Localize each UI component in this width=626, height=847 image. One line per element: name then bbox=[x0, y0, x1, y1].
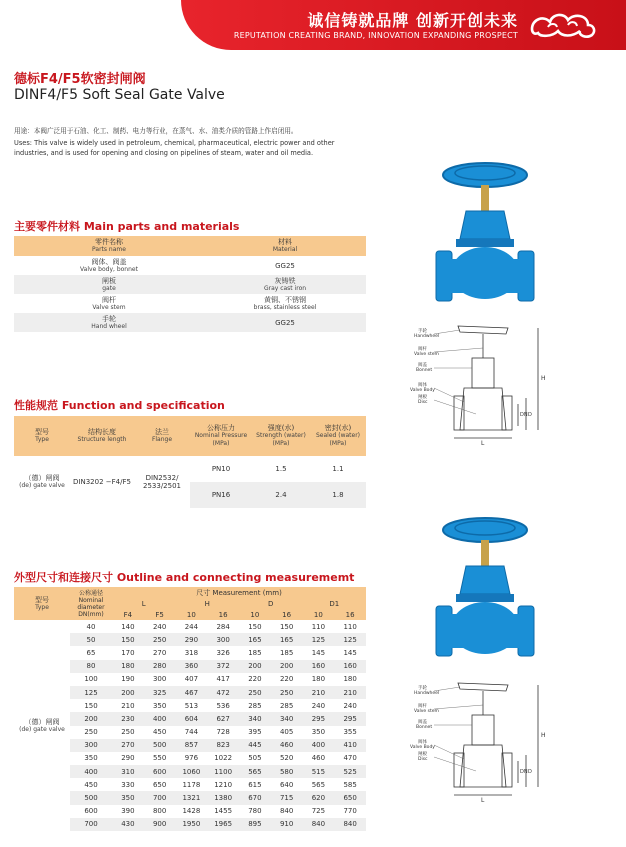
dims-value-cell: 125 bbox=[311, 635, 326, 644]
dims-value-cell: 536 bbox=[216, 701, 230, 710]
dims-value-cell: 400 bbox=[152, 714, 167, 723]
dims-value-cell: 910 bbox=[279, 820, 294, 829]
dims-value-cell: 250 bbox=[248, 688, 262, 697]
dims-group-H: H bbox=[204, 599, 210, 608]
dims-value-cell: 460 bbox=[311, 754, 326, 763]
label-body-cn: 阀体 bbox=[418, 383, 427, 388]
dims-value-cell: 165 bbox=[279, 635, 294, 644]
dims-value-cell: 390 bbox=[121, 807, 135, 816]
valve-drawing-2 bbox=[398, 675, 558, 805]
dims-value-cell: 1178 bbox=[182, 780, 201, 789]
label-bonnet-en: Bonnet bbox=[416, 725, 433, 730]
dims-value-cell: 250 bbox=[152, 635, 167, 644]
dims-value-cell: 470 bbox=[343, 754, 357, 763]
dims-value-cell: 230 bbox=[121, 714, 135, 723]
dims-dn-cell: 40 bbox=[86, 622, 96, 631]
dims-table bbox=[14, 587, 366, 831]
table-row: 阀杆 Valve stem 黄铜、不锈钢 brass, stainless steel bbox=[14, 294, 366, 313]
dims-value-cell: 1950 bbox=[182, 820, 201, 829]
dims-value-cell: 244 bbox=[184, 622, 199, 631]
dim-D-label: D bbox=[528, 412, 532, 418]
table-row: 手轮 Hand wheel GG25 bbox=[14, 313, 366, 332]
spec-col-flange: 法兰 Flange bbox=[151, 428, 173, 443]
dims-value-cell: 650 bbox=[343, 794, 357, 803]
dims-sub: F4 bbox=[123, 610, 133, 619]
dims-dn-cell: 65 bbox=[86, 648, 96, 657]
dims-value-cell: 200 bbox=[121, 688, 135, 697]
label-stem-en: Valve stem bbox=[414, 352, 439, 357]
label-bonnet-cn: 阀盖 bbox=[418, 363, 427, 368]
dims-value-cell: 180 bbox=[311, 675, 326, 684]
dims-value-cell: 270 bbox=[121, 741, 135, 750]
label-disc-cn: 闸板 bbox=[418, 395, 427, 400]
parts-heading: 主要零件材料 Main parts and materials bbox=[14, 220, 240, 233]
cloud-logo-icon bbox=[528, 9, 598, 41]
dims-sub: 10 bbox=[186, 610, 196, 619]
dims-value-cell: 472 bbox=[216, 688, 230, 697]
dims-value-cell: 400 bbox=[311, 741, 326, 750]
dims-value-cell: 627 bbox=[216, 714, 230, 723]
valve-drawing-1 bbox=[398, 318, 558, 448]
dims-value-cell: 185 bbox=[279, 648, 294, 657]
dims-value-cell: 290 bbox=[184, 635, 199, 644]
dims-value-cell: 550 bbox=[152, 754, 167, 763]
dims-value-cell: 565 bbox=[248, 767, 262, 776]
label-stem-en: Valve stem bbox=[414, 709, 439, 714]
dims-value-cell: 670 bbox=[248, 794, 262, 803]
label-handwheel-cn: 手轮 bbox=[418, 329, 427, 334]
dim-L-label: L bbox=[481, 440, 485, 447]
dims-value-cell: 295 bbox=[343, 714, 357, 723]
gate-valve-photo-icon bbox=[430, 510, 540, 670]
spec-table bbox=[14, 416, 366, 508]
table-row: 阀体、阀盖 Valve body, bonnet GG25 bbox=[14, 256, 366, 275]
dims-value-cell: 1100 bbox=[214, 767, 233, 776]
dims-dn-cell: 125 bbox=[84, 688, 98, 697]
dim-DN-label: DN bbox=[520, 769, 528, 775]
dims-value-cell: 210 bbox=[121, 701, 135, 710]
spec-heading: 性能规范 Function and specification bbox=[14, 399, 225, 412]
spec-col-type: 型号 Type bbox=[35, 428, 49, 443]
dims-value-cell: 780 bbox=[248, 807, 262, 816]
dims-value-cell: 350 bbox=[152, 701, 167, 710]
dims-value-cell: 160 bbox=[311, 662, 326, 671]
dims-value-cell: 1455 bbox=[214, 807, 233, 816]
dims-dn-cell: 350 bbox=[84, 754, 98, 763]
label-body-en: Valve Body bbox=[410, 745, 435, 750]
dims-value-cell: 145 bbox=[311, 648, 326, 657]
parts-table bbox=[14, 236, 366, 332]
page-title-cn: 德标F4/F5软密封闸阀 bbox=[14, 72, 146, 87]
dims-value-cell: 615 bbox=[248, 780, 262, 789]
dims-value-cell: 650 bbox=[152, 780, 167, 789]
dims-value-cell: 900 bbox=[152, 820, 167, 829]
dims-value-cell: 285 bbox=[279, 701, 294, 710]
dims-sub: 16 bbox=[218, 610, 228, 619]
label-disc-cn: 闸板 bbox=[418, 752, 427, 757]
dims-value-cell: 430 bbox=[121, 820, 135, 829]
dims-value-cell: 355 bbox=[343, 728, 357, 737]
label-disc-en: Disc bbox=[418, 400, 428, 405]
dims-dn-cell: 700 bbox=[84, 820, 98, 829]
dims-dn-cell: 50 bbox=[86, 635, 96, 644]
dims-value-cell: 525 bbox=[343, 767, 357, 776]
dims-value-cell: 110 bbox=[343, 622, 357, 631]
dims-value-cell: 445 bbox=[248, 741, 262, 750]
dims-value-cell: 513 bbox=[184, 701, 199, 710]
dims-value-cell: 270 bbox=[152, 648, 167, 657]
dims-value-cell: 823 bbox=[216, 741, 230, 750]
dims-value-cell: 145 bbox=[343, 648, 357, 657]
dims-value-cell: 360 bbox=[184, 662, 199, 671]
dims-heading: 外型尺寸和连接尺寸 Outline and connecting measurememt bbox=[14, 571, 355, 584]
dims-value-cell: 150 bbox=[279, 622, 294, 631]
label-handwheel-en: Handwheel bbox=[414, 691, 440, 696]
dims-value-cell: 770 bbox=[343, 807, 357, 816]
dims-dn-cell: 500 bbox=[84, 794, 98, 803]
usage-text-en: Uses: This valve is widely used in petroleum, chemical, pharmaceutical, electric power and other industries, and is used for opening and closing on pipelines of steam, water and oil media. bbox=[14, 139, 335, 157]
dim-DN-label: DN bbox=[520, 412, 528, 418]
dims-value-cell: 300 bbox=[216, 635, 230, 644]
dims-sub: 10 bbox=[313, 610, 323, 619]
dims-value-cell: 326 bbox=[216, 648, 230, 657]
gate-valve-photo-icon bbox=[430, 155, 540, 315]
dims-value-cell: 515 bbox=[311, 767, 326, 776]
dims-value-cell: 976 bbox=[184, 754, 199, 763]
dims-value-cell: 210 bbox=[311, 688, 326, 697]
dims-value-cell: 285 bbox=[248, 701, 262, 710]
dims-value-cell: 857 bbox=[184, 741, 199, 750]
label-stem-cn: 阀杆 bbox=[418, 347, 427, 352]
dims-sub: 10 bbox=[250, 610, 260, 619]
dims-value-cell: 300 bbox=[152, 675, 167, 684]
dims-value-cell: 840 bbox=[311, 820, 326, 829]
dims-dn-cell: 400 bbox=[84, 767, 98, 776]
dims-value-cell: 210 bbox=[343, 688, 357, 697]
dims-col-measurement: 尺寸 Measurement (mm) bbox=[196, 588, 282, 597]
dims-value-cell: 170 bbox=[121, 648, 135, 657]
table-row bbox=[14, 620, 366, 633]
dims-value-cell: 185 bbox=[248, 648, 262, 657]
label-body-en: Valve Body bbox=[410, 388, 435, 393]
dims-group-D1: D1 bbox=[329, 599, 340, 608]
spec-col-sealed: 密封(水) Sealed (water) (MPa) bbox=[315, 424, 361, 447]
dims-value-cell: 295 bbox=[311, 714, 326, 723]
table-row: PN16 2.4 1.8 bbox=[14, 482, 366, 508]
dims-value-cell: 505 bbox=[248, 754, 262, 763]
dims-value-cell: 200 bbox=[248, 662, 262, 671]
dims-value-cell: 160 bbox=[343, 662, 357, 671]
dims-value-cell: 520 bbox=[279, 754, 294, 763]
header-banner bbox=[181, 0, 626, 50]
dims-group-L: L bbox=[141, 599, 146, 608]
dims-dn-cell: 450 bbox=[84, 780, 98, 789]
dims-sub: F5 bbox=[155, 610, 164, 619]
dims-dn-cell: 200 bbox=[84, 714, 98, 723]
dims-value-cell: 220 bbox=[279, 675, 294, 684]
dims-dn-cell: 250 bbox=[84, 728, 98, 737]
dims-value-cell: 150 bbox=[248, 622, 262, 631]
dims-value-cell: 600 bbox=[152, 767, 167, 776]
dims-value-cell: 200 bbox=[279, 662, 294, 671]
table-row: 闸板 gate 灰铸铁 Gray cast iron bbox=[14, 275, 366, 294]
dims-value-cell: 1060 bbox=[182, 767, 201, 776]
dims-value-cell: 284 bbox=[216, 622, 230, 631]
dims-value-cell: 180 bbox=[343, 675, 357, 684]
dims-value-cell: 240 bbox=[152, 622, 167, 631]
dims-value-cell: 340 bbox=[248, 714, 262, 723]
dims-sub: 16 bbox=[282, 610, 292, 619]
dims-value-cell: 220 bbox=[248, 675, 262, 684]
dims-value-cell: 640 bbox=[279, 780, 294, 789]
dims-col-type: 型号 Type bbox=[35, 595, 49, 611]
dims-value-cell: 1380 bbox=[214, 794, 233, 803]
dims-value-cell: 405 bbox=[279, 728, 294, 737]
dims-value-cell: 460 bbox=[279, 741, 294, 750]
dims-value-cell: 1321 bbox=[182, 794, 201, 803]
dims-value-cell: 325 bbox=[152, 688, 167, 697]
dims-value-cell: 310 bbox=[121, 767, 135, 776]
dims-group-D: D bbox=[268, 599, 274, 608]
dims-value-cell: 450 bbox=[152, 728, 167, 737]
dims-value-cell: 1965 bbox=[214, 820, 233, 829]
dims-type-cell: （德）闸阀 (de) gate valve bbox=[14, 620, 70, 831]
dims-value-cell: 372 bbox=[216, 662, 230, 671]
dims-value-cell: 240 bbox=[343, 701, 357, 710]
usage-text-cn: 用途：本阀广泛用于石油、化工、制药、电力等行业，在蒸气、水、油类介质的管路上作启闭用。 bbox=[14, 127, 298, 135]
dims-value-cell: 895 bbox=[248, 820, 262, 829]
table-row: （德）闸阀 (de) gate valve DIN3202 −F4/F5 DIN2532/ 2533/2501 PN10 1.5 1.1 bbox=[14, 456, 366, 482]
dims-value-cell: 725 bbox=[311, 807, 326, 816]
label-bonnet-cn: 阀盖 bbox=[418, 720, 427, 725]
label-bonnet-en: Bonnet bbox=[416, 368, 433, 373]
dims-value-cell: 1210 bbox=[214, 780, 233, 789]
dims-value-cell: 190 bbox=[121, 675, 135, 684]
dims-value-cell: 290 bbox=[121, 754, 135, 763]
dims-value-cell: 250 bbox=[279, 688, 294, 697]
dims-value-cell: 565 bbox=[311, 780, 326, 789]
dims-value-cell: 580 bbox=[279, 767, 294, 776]
dim-H-label: H bbox=[541, 732, 546, 739]
dims-value-cell: 744 bbox=[184, 728, 199, 737]
dims-value-cell: 280 bbox=[152, 662, 167, 671]
spec-col-length: 结构长度 Structure length bbox=[77, 428, 127, 443]
dims-value-cell: 1428 bbox=[182, 807, 201, 816]
dims-value-cell: 417 bbox=[216, 675, 230, 684]
dims-col-dn: 公称通径 Nominal diameter DN(mm) bbox=[77, 589, 105, 618]
dims-value-cell: 240 bbox=[311, 701, 326, 710]
dims-value-cell: 467 bbox=[184, 688, 199, 697]
parts-col-name: 零件名称 Parts name bbox=[92, 238, 126, 253]
label-handwheel-en: Handwheel bbox=[414, 334, 440, 339]
dims-value-cell: 800 bbox=[152, 807, 167, 816]
dim-L-label: L bbox=[481, 797, 485, 804]
dims-value-cell: 840 bbox=[279, 807, 294, 816]
dims-value-cell: 250 bbox=[121, 728, 135, 737]
label-disc-en: Disc bbox=[418, 757, 428, 762]
parts-col-material: 材料 Material bbox=[272, 238, 298, 253]
dims-value-cell: 340 bbox=[279, 714, 294, 723]
dims-value-cell: 585 bbox=[343, 780, 357, 789]
dims-value-cell: 125 bbox=[343, 635, 357, 644]
banner-slogan-en: REPUTATION CREATING BRAND, INNOVATION EXPANDING PROSPECT bbox=[233, 31, 518, 40]
dims-value-cell: 620 bbox=[311, 794, 326, 803]
dims-value-cell: 350 bbox=[121, 794, 135, 803]
dims-value-cell: 1022 bbox=[214, 754, 233, 763]
dims-value-cell: 715 bbox=[279, 794, 294, 803]
dims-value-cell: 410 bbox=[343, 741, 357, 750]
dims-value-cell: 500 bbox=[152, 741, 167, 750]
dims-value-cell: 700 bbox=[152, 794, 167, 803]
dim-H-label: H bbox=[541, 375, 546, 382]
label-handwheel-cn: 手轮 bbox=[418, 686, 427, 691]
dims-dn-cell: 100 bbox=[84, 675, 98, 684]
dims-value-cell: 395 bbox=[248, 728, 262, 737]
label-stem-cn: 阀杆 bbox=[418, 704, 427, 709]
dims-value-cell: 604 bbox=[184, 714, 199, 723]
dims-value-cell: 330 bbox=[121, 780, 135, 789]
dims-value-cell: 840 bbox=[343, 820, 357, 829]
dims-value-cell: 407 bbox=[184, 675, 199, 684]
banner-slogan-cn: 诚信铸就品牌 创新开创未来 bbox=[307, 11, 518, 30]
dims-value-cell: 165 bbox=[248, 635, 262, 644]
spec-col-pressure: 公称压力 Nominal Pressure (MPa) bbox=[194, 424, 248, 447]
dims-value-cell: 140 bbox=[121, 622, 135, 631]
dim-D-label: D bbox=[528, 769, 532, 775]
dims-value-cell: 180 bbox=[121, 662, 135, 671]
dims-value-cell: 350 bbox=[311, 728, 326, 737]
dims-dn-cell: 150 bbox=[84, 701, 98, 710]
page-title-en: DINF4/F5 Soft Seal Gate Valve bbox=[14, 87, 225, 103]
dims-value-cell: 728 bbox=[216, 728, 230, 737]
dims-sub: 16 bbox=[345, 610, 355, 619]
dims-value-cell: 318 bbox=[184, 648, 199, 657]
dims-dn-cell: 300 bbox=[84, 741, 98, 750]
spec-col-strength: 强度(水) Strength (water) (MPa) bbox=[256, 424, 306, 447]
label-body-cn: 阀体 bbox=[418, 740, 427, 745]
dims-dn-cell: 600 bbox=[84, 807, 98, 816]
dims-value-cell: 110 bbox=[311, 622, 326, 631]
dims-value-cell: 150 bbox=[121, 635, 135, 644]
dims-dn-cell: 80 bbox=[86, 662, 96, 671]
